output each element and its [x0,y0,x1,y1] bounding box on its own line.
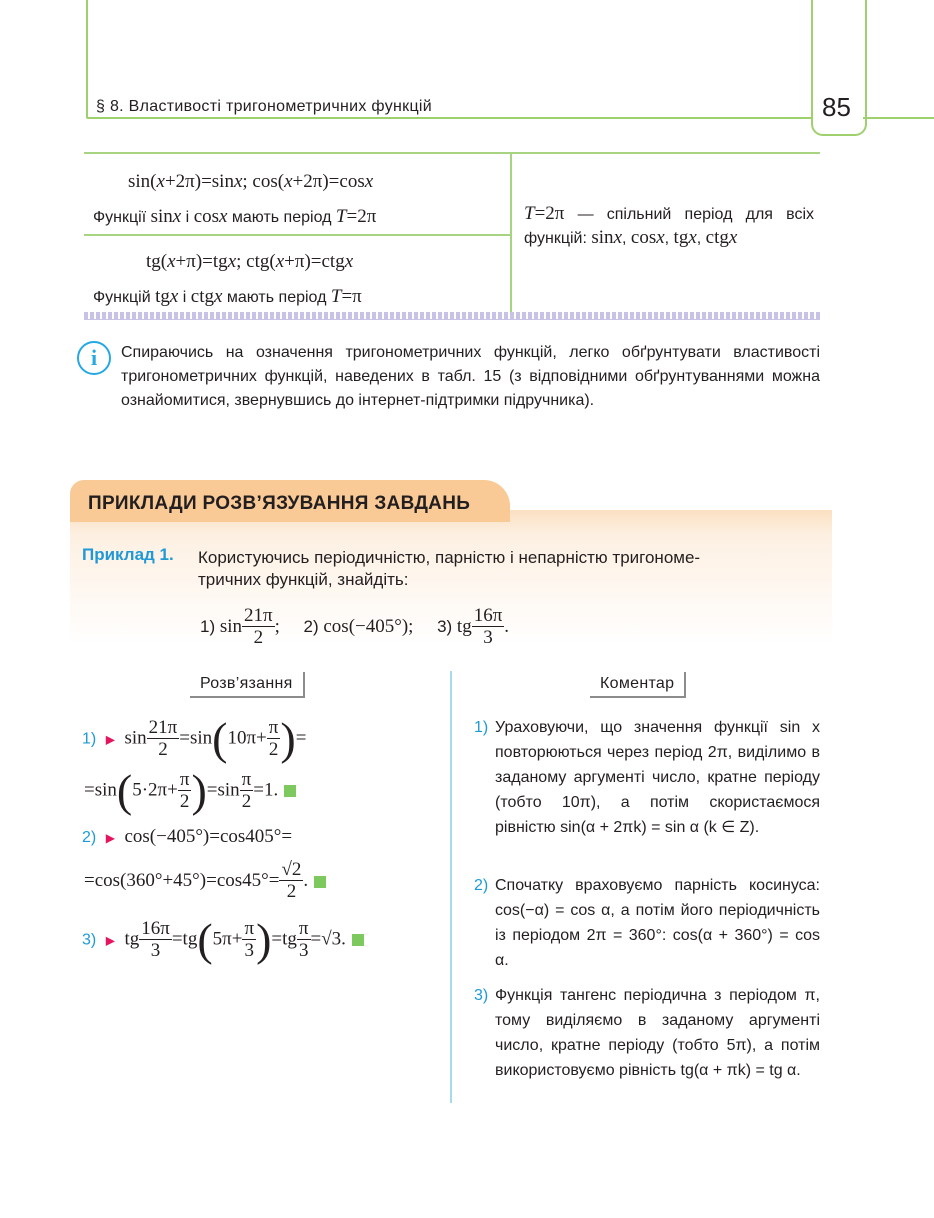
info-icon: i [77,341,111,375]
section-title: ПРИКЛАДИ РОЗВ’ЯЗУВАННЯ ЗАВДАНЬ [88,493,471,514]
solution-1-line-1: 1) ▶ sin $\frac{21\pi}{2}$ =sin(10π+ $\frac{\pi}{2}$ )= [82,713,307,764]
example-label: Приклад 1. [82,545,174,564]
end-of-proof-mark [352,934,364,946]
end-of-proof-mark [314,876,326,888]
running-head: § 8. Властивості тригонометричних функцій [96,98,432,115]
comment-1 [474,715,820,840]
example-tasks: 1) sin $\frac{21\pi}{2}$ ; 2) cos(−405°); 3) tg $\frac{16\pi}{3}$ . [200,605,510,648]
comment-3-text: Функція тангенс періодична з періодом π, тому виділяємо в заданому аргументі число, кратне періоду (тобто 5π), а потім використовуємо рівність tg(α + πk) = tg α. [495,987,820,1079]
comment-1-number: 1) [474,719,489,736]
table-formula-sin-cos: sin(x+2π)=sinx; cos(x+2π)=cosx [128,171,374,192]
solution-2-line-1: 2) ▶ cos(−405°)=cos405°= [82,826,293,847]
table-text-row2: Функцій tgx і ctgx мають період T=π [93,286,362,307]
table-formula-tg-ctg: tg(x+π)=tgx; ctg(x+π)=ctgx [146,251,354,272]
info-paragraph: Спираючись на означення тригонометричних функцій, легко обґрунтувати властивості тригонометричних функцій, наведених в табл. 15 (з відповідними обґрунтуваннями можна ознайомитися, звернувшись до інтернет-підтримки підручника). [121,344,820,409]
table-column-divider [510,153,512,313]
solution-3-line-1: 3) ▶ tg $\frac{16\pi}{3}$ =tg(5π+ $\frac{\pi}{3}$ )=tg $\frac{\pi}{3}$ =√3. [82,917,364,963]
comment-label: Коментар [590,672,686,698]
table-middle-rule [84,234,512,236]
solution-label: Розв’язання [190,672,305,698]
comment-2 [474,873,820,973]
solution-1-line-2: =sin(5·2π+ $\frac{\pi}{2}$ )=sin $\frac{\pi}{2}$ =1. [84,768,296,814]
table-text-row1: Функції sinx і cosx мають період T=2π [93,206,377,227]
comment-1-text: Ураховуючи, що значення функції sin x повторюються через період 2π, виділимо в заданому аргументі число, кратне періоду (тобто 10π), а потім скористаємося рівністю sin(α + 2πk) = sin α (k ∈ Z). [495,719,820,836]
example-text: Користуючись періодичністю, парністю і непарністю тригономе- [198,548,701,567]
header-frame-left [86,0,88,118]
header-frame-rule-right [863,117,934,119]
table-bottom-rule [84,312,820,320]
header-frame-rule [86,117,826,119]
table-common-period-text: T=2π — спільний період для всіх функцій: sinx, cosx, tgx, ctgx [524,203,814,248]
table-top-rule [84,152,820,154]
comment-2-number: 2) [474,877,489,894]
example-text-continued: тричних функцій, знайдіть: [198,570,409,589]
end-of-proof-mark [284,785,296,797]
page-number: 85 [822,92,851,122]
comment-3-number: 3) [474,987,489,1004]
comment-3 [474,983,820,1083]
solution-2-line-2: =cos(360°+45°)=cos45°= $\frac{√2}{2}$ . [84,860,326,903]
column-divider [450,671,452,1103]
comment-2-text: Спочатку враховуємо парність косинуса: cos(−α) = cos α, а потім його періодичність із періодом 2π = 360°: cos(α + 360°) = cos α. [495,877,820,969]
